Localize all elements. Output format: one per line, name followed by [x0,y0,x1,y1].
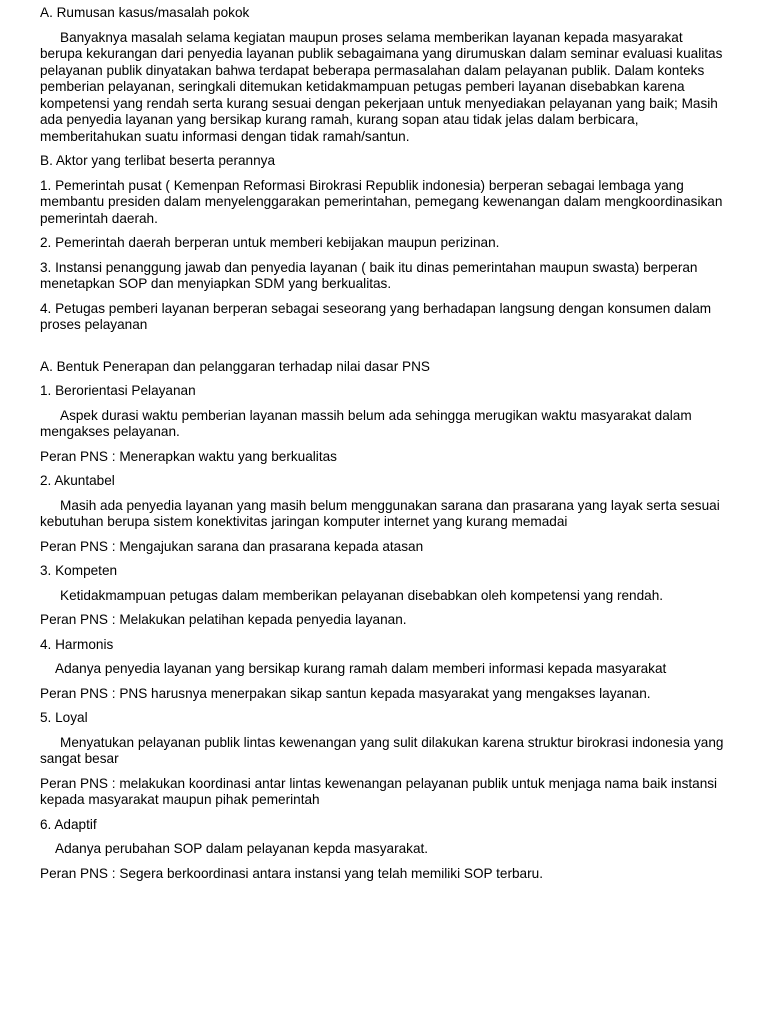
value-description-6: Adanya perubahan SOP dalam pelayanan kepda masyarakat. [55,841,429,856]
value-role-2: Peran PNS : Mengajukan sarana dan prasarana kepada atasan [40,538,424,554]
section-spacer [40,342,728,359]
actor-item-4: 4. Petugas pemberi layanan berperan sebagai seseorang yang berhadapan langsung dengan konsumen dalam proses pelayanan [40,300,712,332]
value-role-3: Peran PNS : Melakukan pelatihan kepada penyedia layanan. [40,612,407,627]
value-title-5: 5. Loyal [40,710,88,725]
section-a-paragraph: Banyaknya masalah selama kegiatan maupun proses selama memberikan layanan kepada masyarakat berupa kekurangan dari penyedia layanan publik sebagaimana yang dirumuskan dalam seminar evaluasi kualitas pelayanan publik dinyatakan bahwa terdapat beberapa permasalahan dalam pelayanan publik. Dalam konteks pemberian pelayanan, seringkali ditemukan ketidakmampuan petugas pemberi layanan disebabkan karena kompetensi yang rendah serta kurang sesuai dengan pekerjaan untuk menyediakan pelayanan yang baik; Masih ada penyedia layanan yang bersikap kurang ramah, kurang sopan atau tidak jelas dalam berbicara, memberitahukan suatu informasi dengan tidak ramah/santun. [40,29,723,144]
section-b-heading: B. Aktor yang terlibat beserta perannya [40,153,276,168]
value-role-4: Peran PNS : PNS harusnya menerpakan sikap santun kepada masyarakat yang mengakses layanan. [40,685,651,701]
value-description-1: Aspek durasi waktu pemberian layanan massih belum ada sehingga merugikan waktu masyarakat dalam mengakses pelayanan. [40,407,692,439]
value-description-3: Ketidakmampuan petugas dalam memberikan pelayanan disebabkan oleh kompetensi yang rendah. [60,587,664,603]
value-role-5: Peran PNS : melakukan koordinasi antar lintas kewenangan pelayanan publik untuk menjaga nama baik instansi kepada masyarakat maupun pihak pemerintah [40,775,718,807]
actor-item-3: 3. Instansi penanggung jawab dan penyedia layanan ( baik itu dinas pemerintahan maupun swasta) berperan menetapkan SOP dan menyiapkan SDM yang berkualitas. [40,259,698,291]
value-description-4: Adanya penyedia layanan yang bersikap kurang ramah dalam memberi informasi kepada masyarakat [55,661,667,676]
value-description-2: Masih ada penyedia layanan yang masih belum menggunakan sarana dan prasarana yang layak serta sesuai kebutuhan berupa sistem konektivitas jaringan komputer internet yang kurang memadai [40,497,720,529]
value-description-5: Menyatukan pelayanan publik lintas kewenangan yang sulit dilakukan karena struktur birokrasi indonesia yang sangat besar [40,734,724,766]
actor-item-1: 1. Pemerintah pusat ( Kemenpan Reformasi Birokrasi Republik indonesia) berperan sebagai lembaga yang membantu presiden dalam menyelenggarakan pemerintahan, pemegang kewenangan dalam mengkoordinasikan pemerintah daerah. [40,177,723,226]
value-title-3: 3. Kompeten [40,563,118,578]
value-title-6: 6. Adaptif [40,816,97,832]
section-a-heading: A. Rumusan kasus/masalah pokok [40,5,250,20]
value-role-6: Peran PNS : Segera berkoordinasi antara instansi yang telah memiliki SOP terbaru. [40,865,543,881]
value-title-4: 4. Harmonis [40,636,114,652]
value-title-2: 2. Akuntabel [40,473,115,488]
actor-item-2: 2. Pemerintah daerah berperan untuk memberi kebijakan maupun perizinan. [40,235,500,250]
section-c-heading: A. Bentuk Penerapan dan pelanggaran terhadap nilai dasar PNS [40,358,430,374]
value-role-1: Peran PNS : Menerapkan waktu yang berkualitas [40,448,337,464]
value-title-1: 1. Berorientasi Pelayanan [40,383,196,398]
